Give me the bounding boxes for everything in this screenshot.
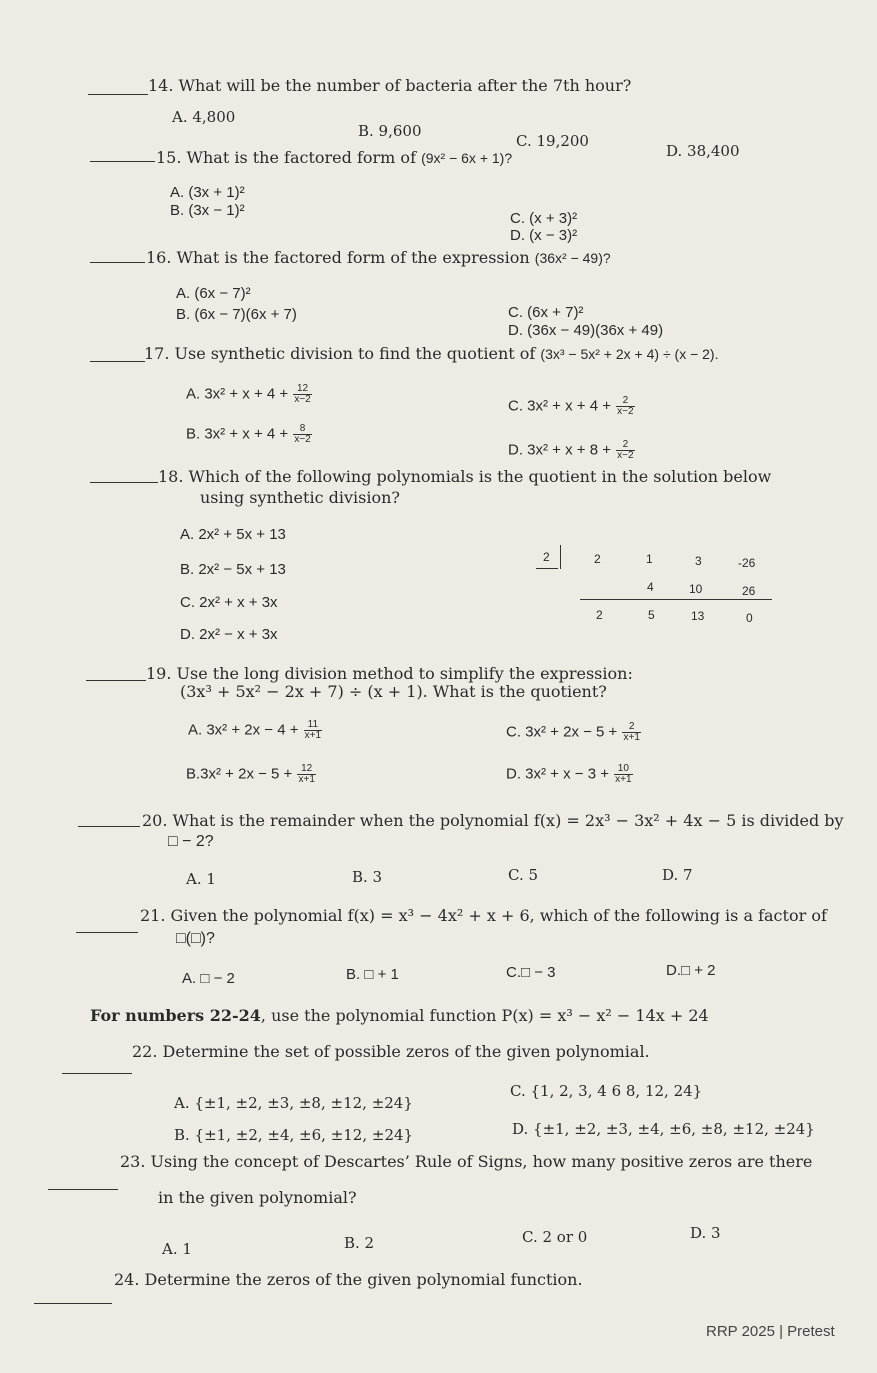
fraction-numerator: 10 (614, 764, 632, 775)
q14-option-d: D. 38,400 (666, 142, 740, 160)
q23-option-b: B. 2 (344, 1234, 375, 1252)
answer-blank[interactable] (34, 1303, 112, 1304)
question-23-line1: 23. Using the concept of Descartes’ Rule of Signs, how many positive zeros are there (120, 1152, 813, 1171)
q17-text: 17. Use synthetic division to find the quotient of (144, 344, 536, 363)
question-19-line1: 19. Use the long division method to simplify the expression: (146, 664, 633, 683)
q17-option-a (186, 384, 313, 405)
q17-c-text: C. 3x² + x + 4 + (508, 397, 611, 415)
q14-option-a: A. 4,800 (172, 108, 236, 126)
q23-option-a: A. 1 (162, 1240, 192, 1258)
fraction-numerator: 12 (297, 764, 315, 775)
q14-option-c: C. 19,200 (516, 132, 589, 150)
question-20-line2: □ − 2? (168, 833, 214, 850)
q19-option-c (506, 722, 642, 743)
synth-r2-c4: 26 (742, 584, 756, 598)
fraction-numerator: 2 (616, 440, 634, 451)
question-14: 14. What will be the number of bacteria after the 7th hour? (148, 76, 632, 95)
answer-blank[interactable] (86, 680, 146, 681)
question-17 (144, 344, 718, 363)
q15-expr: (9x² − 6x + 1)? (421, 150, 513, 166)
question-24: 24. Determine the zeros of the given polynomial function. (114, 1270, 583, 1289)
q19-a-text: A. 3x² + 2x − 4 + (188, 721, 299, 739)
q23-option-c: C. 2 or 0 (522, 1228, 588, 1246)
synth-sum-line (580, 599, 772, 600)
q16-option-c: C. (6x + 7)² (508, 304, 584, 321)
q17-option-c (508, 396, 636, 417)
q19-d-text: D. 3x² + x − 3 + (506, 765, 609, 783)
q14-option-b: B. 9,600 (358, 122, 422, 140)
q20-option-a: A. 1 (186, 870, 216, 888)
fraction-numerator: 2 (622, 722, 640, 733)
synth-r1-c3: 3 (695, 554, 702, 568)
q17-expr: (3x³ − 5x² + 2x + 4) ÷ (x − 2). (540, 346, 719, 362)
q15-option-a: A. (3x + 1)² (170, 184, 245, 201)
synth-r3-c4: 0 (746, 611, 753, 625)
question-16 (146, 248, 611, 267)
synth-divisor-underline (536, 568, 558, 569)
q15-option-d: D. (x − 3)² (510, 227, 578, 244)
q17-option-b (186, 424, 313, 445)
synth-r3-c2: 5 (648, 608, 655, 622)
fraction-numerator: 2 (616, 396, 634, 407)
q19-c-text: C. 3x² + 2x − 5 + (506, 723, 618, 741)
q15-text: 15. What is the factored form of (156, 148, 416, 167)
fraction-denominator: x−2 (294, 434, 311, 445)
q21-option-c: C.□ − 3 (506, 964, 556, 981)
fraction-numerator: 12 (293, 384, 311, 395)
q20-option-c: C. 5 (508, 866, 539, 884)
fraction-numerator: 8 (293, 424, 311, 435)
synth-divisor-bar (560, 545, 561, 569)
fraction-denominator: x+1 (615, 774, 632, 785)
question-20-line1: 20. What is the remainder when the polynomial f(x) = 2x³ − 3x² + 4x − 5 is divided by (142, 811, 844, 830)
fraction-denominator: x+1 (298, 774, 315, 785)
synth-r3-c1: 2 (596, 608, 603, 622)
q20-option-b: B. 3 (352, 868, 383, 886)
fraction-denominator: x−2 (617, 406, 634, 417)
q16-option-a: A. (6x − 7)² (176, 285, 251, 302)
question-18-line1: 18. Which of the following polynomials is the quotient in the solution below (158, 467, 772, 486)
synth-r2-c3: 10 (689, 582, 703, 596)
synth-r1-c2: 1 (646, 552, 653, 566)
answer-blank[interactable] (78, 826, 140, 827)
section-instruction (90, 1006, 709, 1025)
fraction-denominator: x−2 (617, 450, 634, 461)
question-22: 22. Determine the set of possible zeros of the given polynomial. (132, 1042, 650, 1061)
q16-text: 16. What is the factored form of the expression (146, 248, 530, 267)
q22-option-d: D. {±1, ±2, ±3, ±4, ±6, ±8, ±12, ±24} (512, 1120, 815, 1138)
section-instruction-bold: For numbers 22-24 (90, 1006, 261, 1025)
q21-option-a: A. □ − 2 (182, 970, 235, 987)
question-18-line2: using synthetic division? (200, 488, 400, 507)
q20-option-d: D. 7 (662, 866, 693, 884)
q18-option-a: A. 2x² + 5x + 13 (180, 526, 286, 543)
footer-label: RRP 2025 | Pretest (706, 1323, 835, 1340)
question-21-line2: □(□)? (176, 930, 215, 947)
answer-blank[interactable] (90, 482, 158, 483)
question-23-line2: in the given polynomial? (158, 1188, 357, 1207)
answer-blank[interactable] (88, 94, 148, 95)
q19-option-d (506, 764, 634, 785)
q16-option-d: D. (36x − 49)(36x + 49) (508, 322, 664, 339)
q21-option-b: B. □ + 1 (346, 966, 399, 983)
q22-option-b: B. {±1, ±2, ±4, ±6, ±12, ±24} (174, 1126, 414, 1144)
q19-b-text: B.3x² + 2x − 5 + (186, 765, 293, 783)
q16-option-b: B. (6x − 7)(6x + 7) (176, 306, 297, 323)
question-21-line1: 21. Given the polynomial f(x) = x³ − 4x² + x + 6, which of the following is a factor of (140, 906, 827, 925)
synth-r1-c1: 2 (594, 552, 601, 566)
synth-r3-c3: 13 (691, 609, 705, 623)
synth-divisor: 2 (543, 550, 550, 564)
synth-r1-c4: -26 (738, 556, 756, 570)
answer-blank[interactable] (90, 161, 155, 162)
q19-option-b (186, 764, 317, 785)
q18-option-d: D. 2x² − x + 3x (180, 626, 278, 643)
fraction-numerator: 11 (304, 720, 322, 731)
answer-blank[interactable] (48, 1189, 118, 1190)
q18-option-c: C. 2x² + x + 3x (180, 594, 278, 611)
q21-option-d: D.□ + 2 (666, 962, 716, 979)
q16-expr: (36x² − 49)? (534, 250, 611, 266)
question-15 (156, 148, 512, 167)
fraction-denominator: x+1 (304, 730, 322, 741)
q17-d-text: D. 3x² + x + 8 + (508, 441, 611, 459)
section-instruction-text: , use the polynomial function P(x) = x³ − x² − 14x + 24 (260, 1006, 709, 1025)
fraction-denominator: x−2 (294, 394, 311, 405)
q22-option-c: C. {1, 2, 3, 4 6 8, 12, 24} (510, 1082, 703, 1100)
q17-b-text: B. 3x² + x + 4 + (186, 425, 289, 443)
q18-option-b: B. 2x² − 5x + 13 (180, 561, 286, 578)
answer-blank[interactable] (76, 932, 138, 933)
q17-option-d (508, 440, 636, 461)
synth-r2-c2: 4 (647, 580, 654, 594)
fraction-denominator: x+1 (623, 732, 640, 743)
q17-a-text: A. 3x² + x + 4 + (186, 385, 289, 403)
q19-option-a (188, 720, 323, 741)
answer-blank[interactable] (90, 361, 145, 362)
answer-blank[interactable] (62, 1073, 132, 1074)
question-19-line2: (3x³ + 5x² − 2x + 7) ÷ (x + 1). What is the quotient? (180, 682, 607, 701)
q15-option-b: B. (3x − 1)² (170, 202, 245, 219)
q23-option-d: D. 3 (690, 1224, 721, 1242)
q22-option-a: A. {±1, ±2, ±3, ±8, ±12, ±24} (174, 1094, 413, 1112)
answer-blank[interactable] (90, 262, 145, 263)
q15-option-c: C. (x + 3)² (510, 210, 578, 227)
